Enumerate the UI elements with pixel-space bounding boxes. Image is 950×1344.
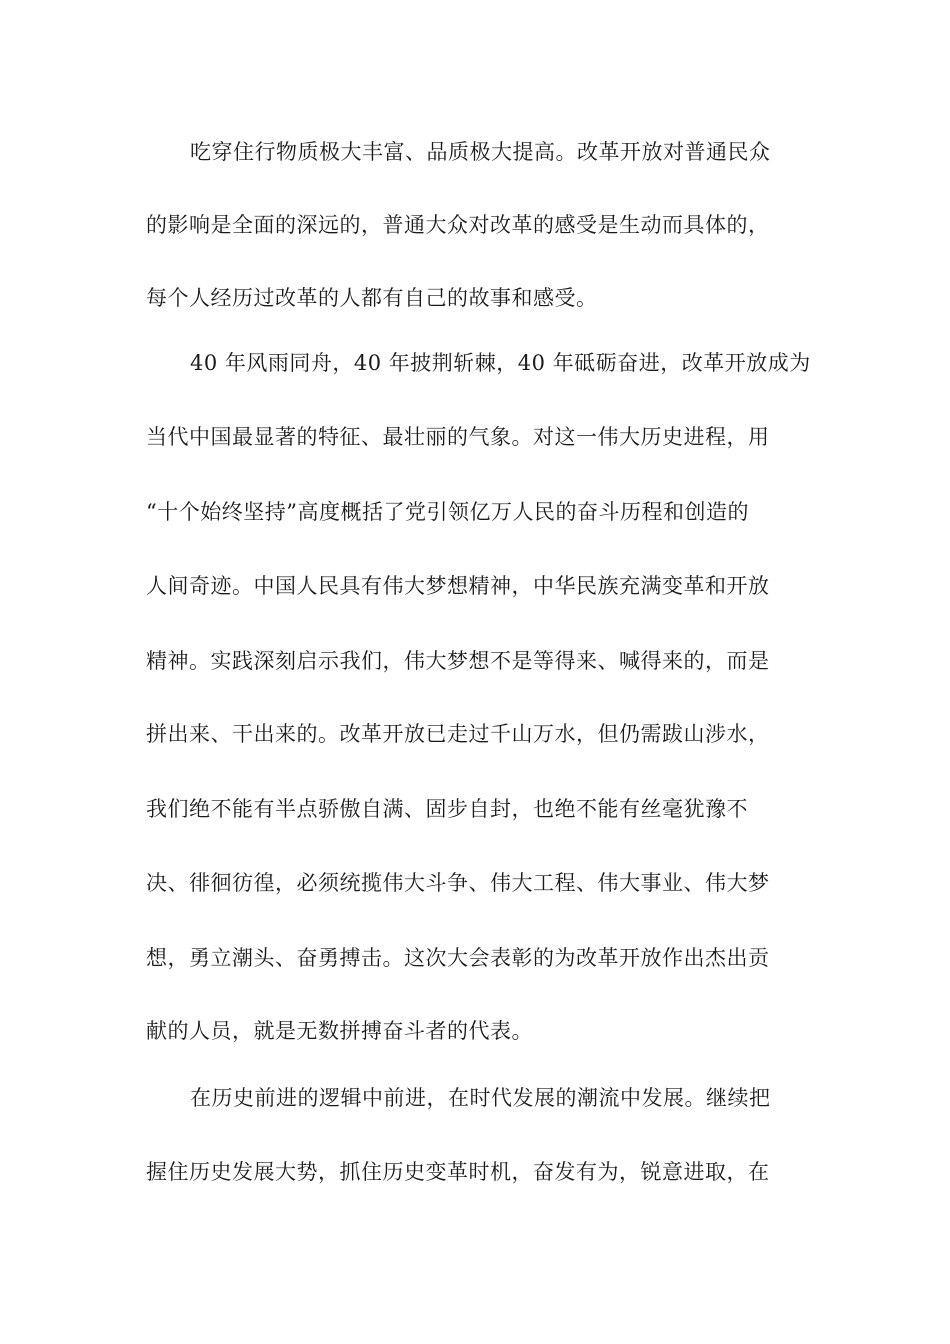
paragraph-1-line-1: 吃穿住行物质极大丰富、品质极大提高。改革开放对普通民众: [190, 140, 771, 164]
paragraph-2-line-7: 我们绝不能有半点骄傲自满、固步自封，也绝不能有丝毫犹豫不: [146, 797, 748, 821]
paragraph-2-line-6: 拼出来、干出来的。改革开放已走过千山万水，但仍需跋山涉水，: [146, 722, 770, 746]
paragraph-1-line-2: 的影响是全面的深远的，普通大众对改革的感受是生动而具体的，: [146, 213, 770, 237]
paragraph-2-line-2: 当代中国最显著的特征、最壮丽的气象。对这一伟大历史进程，用: [146, 425, 770, 449]
paragraph-1-line-3: 每个人经历过改革的人都有自己的故事和感受。: [146, 286, 598, 310]
paragraph-3-line-1: 在历史前进的逻辑中前进，在时代发展的潮流中发展。继续把: [190, 1086, 771, 1110]
paragraph-2-line-1: 40 年风雨同舟，40 年披荆斩棘，40 年砥砺奋进，改革开放成为: [190, 351, 811, 375]
paragraph-2-line-8: 决、徘徊彷徨，必须统揽伟大斗争、伟大工程、伟大事业、伟大梦: [146, 871, 770, 895]
paragraph-2-line-5: 精神。实践深刻启示我们，伟大梦想不是等得来、喊得来的，而是: [146, 649, 770, 673]
paragraph-2-line-10: 献的人员，就是无数拼搏奋斗者的代表。: [146, 1019, 533, 1043]
paragraph-2-line-3: “十个始终坚持”高度概括了党引领亿万人民的奋斗历程和创造的: [146, 500, 749, 524]
paragraph-2-line-9: 想，勇立潮头、奋勇搏击。这次大会表彰的为改革开放作出杰出贡: [146, 946, 770, 970]
paragraph-2-line-4: 人间奇迹。中国人民具有伟大梦想精神，中华民族充满变革和开放: [146, 574, 770, 598]
paragraph-3-line-2: 握住历史发展大势，抓住历史变革时机，奋发有为，锐意进取，在: [146, 1160, 770, 1184]
